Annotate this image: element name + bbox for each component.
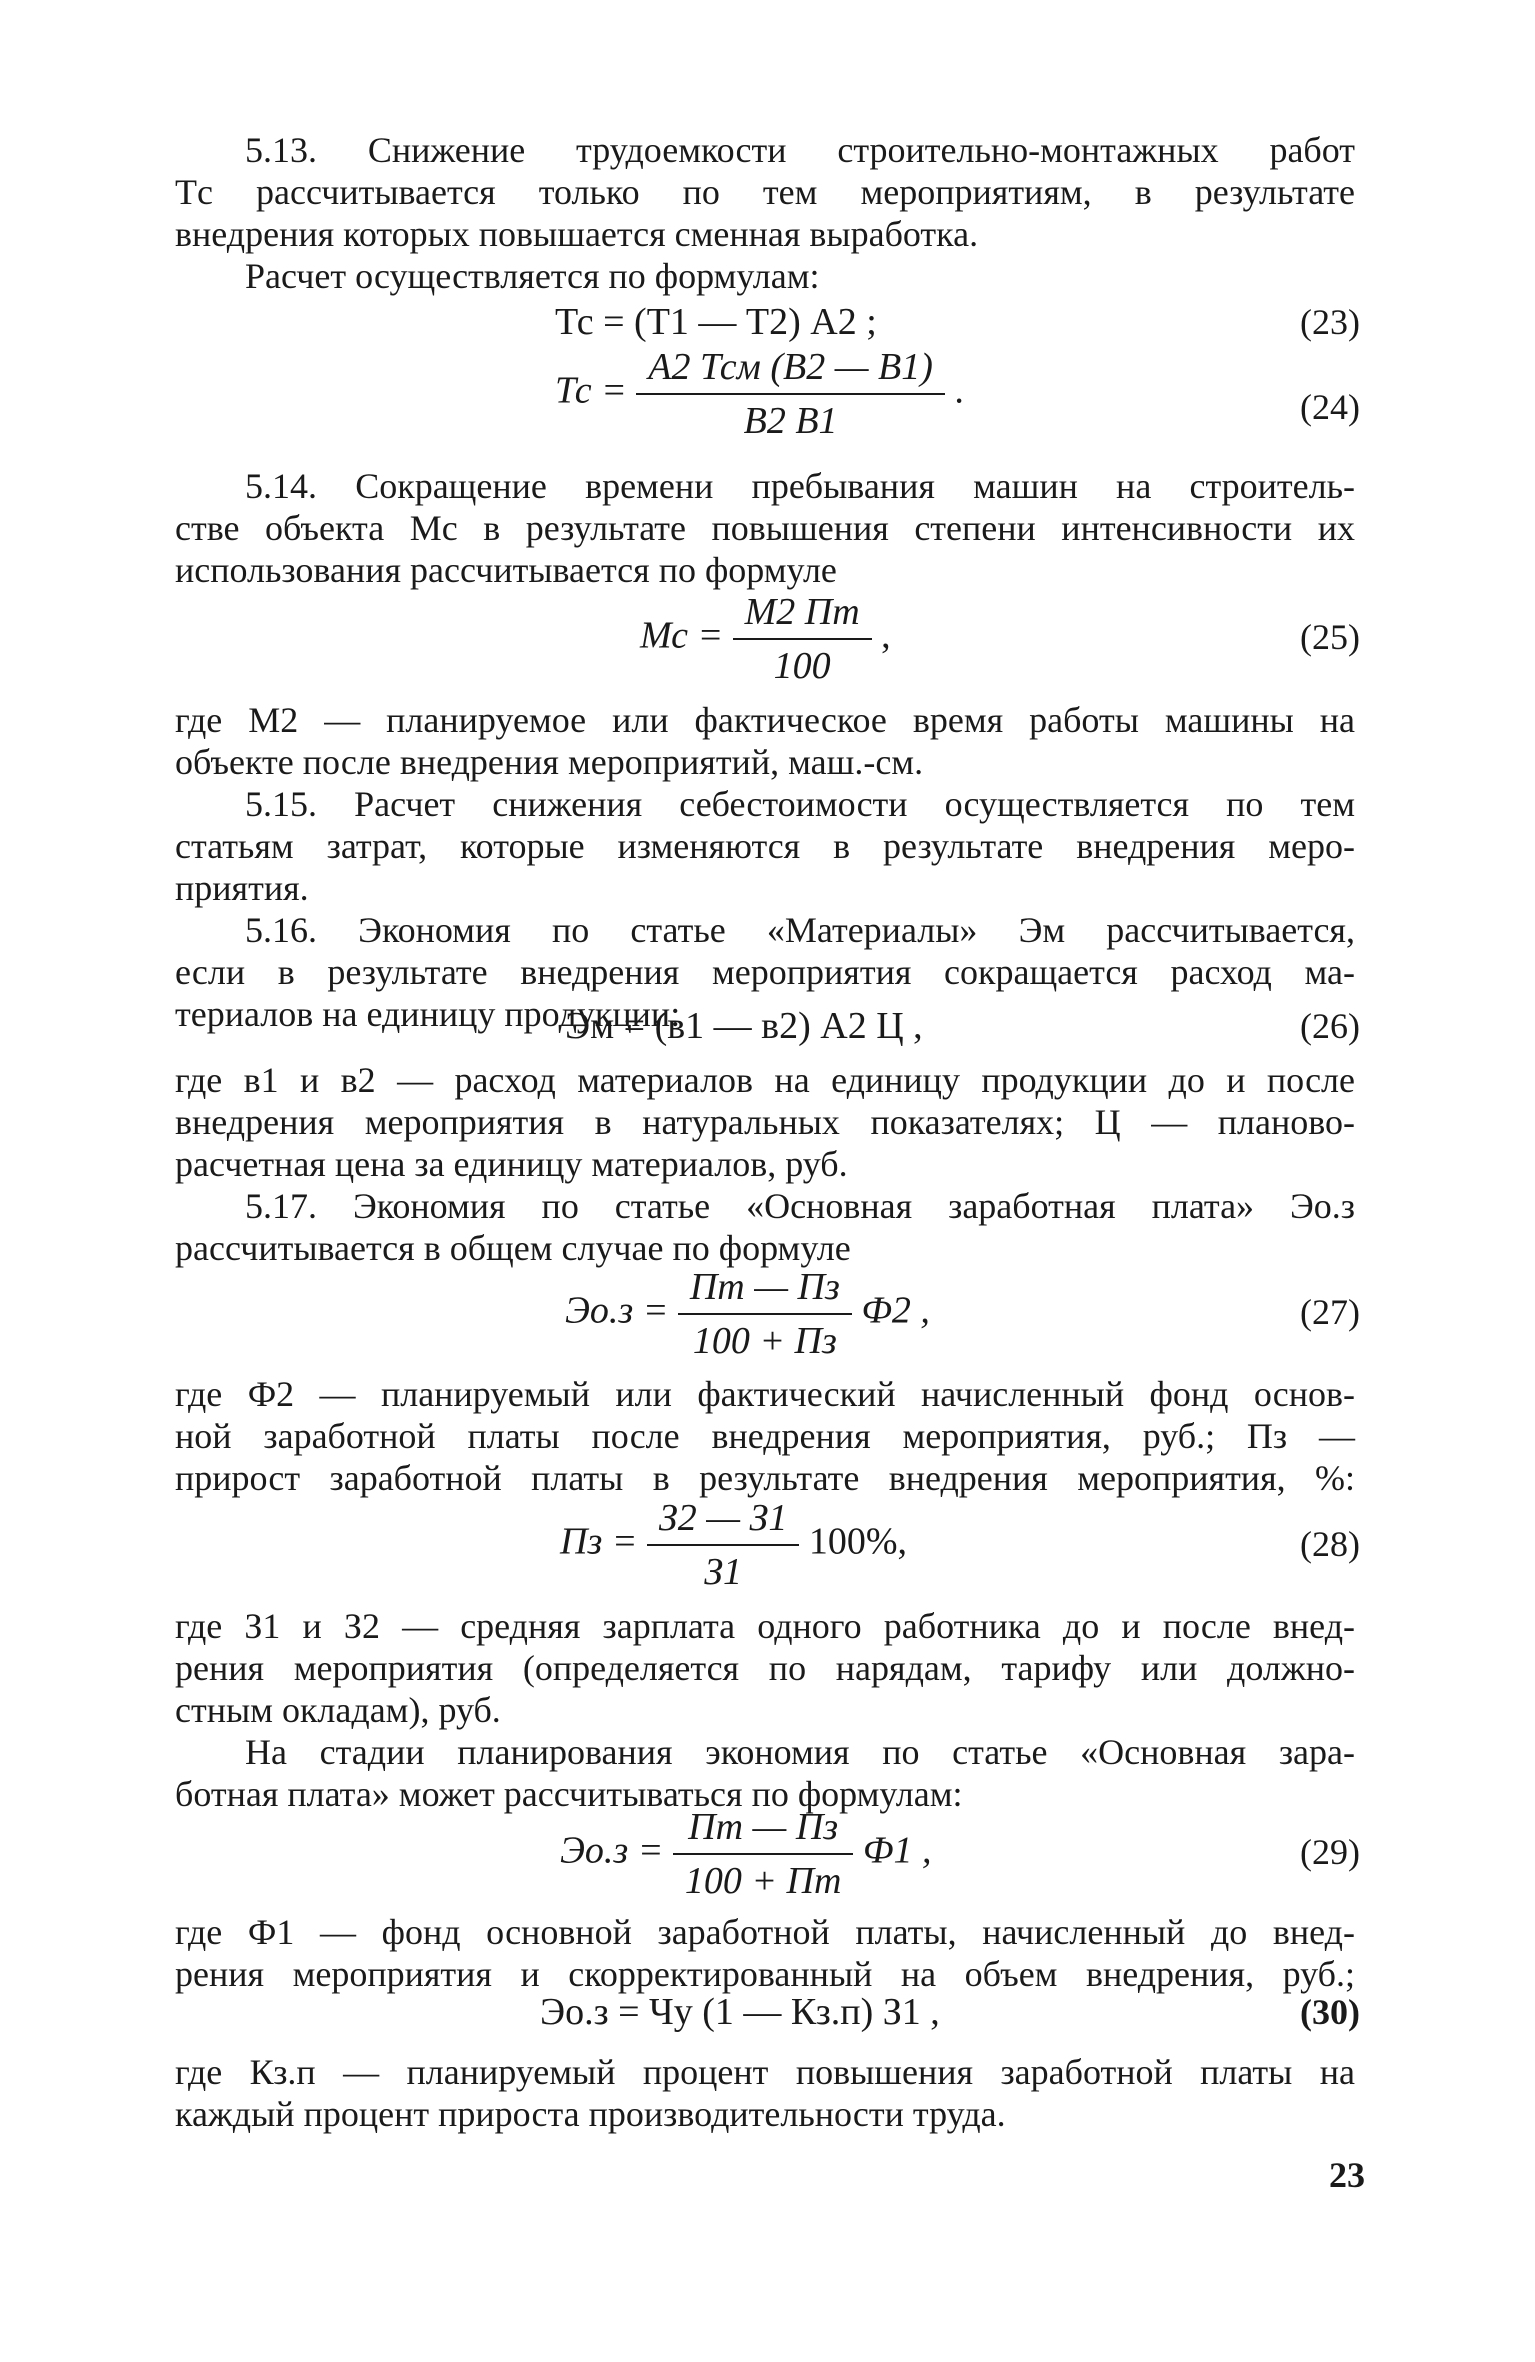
fraction-denominator: З1 — [704, 1551, 743, 1593]
page-number: 23 — [1329, 2155, 1365, 2195]
text-line: каждый процент прироста производительности труда. — [175, 2094, 1006, 2134]
text-line: где М2 — планируемое или фактическое время работы машины на — [175, 700, 1355, 740]
text-line: внедрения мероприятия в натуральных показателях; Ц — планово- — [175, 1102, 1355, 1142]
formula-30: Эо.з = Чу (1 — Кз.п) З1 , — [540, 1991, 940, 2033]
text-line: рассчитывается в общем случае по формуле — [175, 1228, 851, 1268]
text-line: рения мероприятия и скорректированный на объем внедрения, руб.; — [175, 1954, 1355, 1994]
text-line: Tс рассчитывается только по тем мероприятиям, в результате — [175, 172, 1355, 212]
text-line: 5.16. Экономия по статье «Материалы» Эм рассчитывается, — [245, 910, 1355, 950]
text-line: 5.15. Расчет снижения себестоимости осуществляется по тем — [245, 784, 1355, 824]
equation-number: (28) — [1300, 1524, 1360, 1564]
text-line: где Ф2 — планируемый или фактический начисленный фонд основ- — [175, 1374, 1355, 1414]
text-line: использования рассчитывается по формуле — [175, 550, 837, 590]
text-line: 5.13. Снижение трудоемкости строительно-монтажных работ — [245, 130, 1355, 170]
fraction — [673, 1805, 854, 1903]
text-line: стве объекта Мс в результате повышения степени интенсивности их — [175, 508, 1355, 548]
fraction-numerator: А2 Тсм (В2 — В1) — [636, 345, 945, 395]
fraction — [678, 1265, 852, 1363]
text-line: расчетная цена за единицу материалов, руб. — [175, 1144, 848, 1184]
fraction-denominator: 100 + Пз — [692, 1320, 837, 1362]
equation-number: (27) — [1300, 1292, 1360, 1332]
formula-tail: Ф2 , — [861, 1289, 930, 1332]
fraction-denominator: 100 — [773, 645, 831, 687]
fraction-numerator: Пт — Пз — [678, 1265, 852, 1315]
text-line: териалов на единицу продукции: — [175, 994, 681, 1034]
text-line: прирост заработной платы в результате внедрения мероприятия, %: — [175, 1458, 1355, 1498]
formula-tail: , — [881, 614, 891, 657]
formula-24 — [555, 345, 964, 443]
fraction — [647, 1496, 799, 1594]
equation-number: (24) — [1300, 387, 1360, 427]
text-line: где в1 и в2 — расход материалов на единицу продукции до и после — [175, 1060, 1355, 1100]
formula-tail: Ф1 , — [862, 1829, 932, 1872]
fraction-numerator: Пт — Пз — [673, 1805, 854, 1855]
formula-lhs: Мс = — [640, 614, 724, 657]
text-line: где Кз.п — планируемый процент повышения заработной платы на — [175, 2052, 1355, 2092]
text-line: где Ф1 — фонд основной заработной платы, начисленный до внед- — [175, 1912, 1355, 1952]
fraction-numerator: М2 Пт — [733, 590, 872, 640]
formula-27 — [565, 1265, 930, 1363]
text-line: статьям затрат, которые изменяются в результате внедрения меро- — [175, 826, 1355, 866]
formula-lhs: Пз = — [560, 1520, 638, 1563]
fraction-denominator: 100 + Пт — [684, 1860, 842, 1902]
fraction — [636, 345, 945, 443]
formula-29 — [560, 1805, 931, 1903]
text-line: рения мероприятия (определяется по нарядам, тарифу или должно- — [175, 1648, 1355, 1688]
equation-number: (26) — [1300, 1006, 1360, 1046]
fraction-denominator: В2 В1 — [743, 400, 838, 442]
text-line: ботная плата» может рассчитываться по формулам: — [175, 1774, 963, 1814]
text-line: стным окладам), руб. — [175, 1690, 501, 1730]
formula-26: Эм = (в1 — в2) А2 Ц , — [565, 1005, 923, 1047]
text-line: внедрения которых повышается сменная выработка. — [175, 214, 979, 254]
equation-number: (30) — [1300, 1992, 1360, 2032]
formula-tail: 100%, — [808, 1520, 907, 1563]
equation-number: (29) — [1300, 1832, 1360, 1872]
fraction — [733, 590, 872, 688]
text-line: объекте после внедрения мероприятий, маш.-см. — [175, 742, 924, 782]
text-line: На стадии планирования экономия по статье «Основная зара- — [245, 1732, 1355, 1772]
text-line: 5.17. Экономия по статье «Основная заработная плата» Эо.з — [245, 1186, 1355, 1226]
formula-lhs: Эо.з = — [565, 1289, 669, 1332]
formula-lhs: Эо.з = — [560, 1829, 664, 1872]
text-line: 5.14. Сокращение времени пребывания машин на строитель- — [245, 466, 1355, 506]
text-line: Расчет осуществляется по формулам: — [245, 256, 820, 296]
formula-tail: . — [954, 369, 964, 412]
text-line: приятия. — [175, 868, 309, 908]
text-line: ной заработной платы после внедрения мероприятия, руб.; Пз — — [175, 1416, 1355, 1456]
text-line: если в результате внедрения мероприятия сокращается расход ма- — [175, 952, 1355, 992]
text-line: где З1 и З2 — средняя зарплата одного работника до и после внед- — [175, 1606, 1355, 1646]
formula-28 — [560, 1496, 907, 1594]
formula-lhs: Тс = — [555, 369, 627, 412]
equation-number: (23) — [1300, 302, 1360, 342]
equation-number: (25) — [1300, 617, 1360, 657]
formula-23: Тс = (Т1 — Т2) А2 ; — [555, 301, 877, 343]
fraction-numerator: З2 — З1 — [647, 1496, 799, 1546]
formula-25 — [640, 590, 891, 688]
